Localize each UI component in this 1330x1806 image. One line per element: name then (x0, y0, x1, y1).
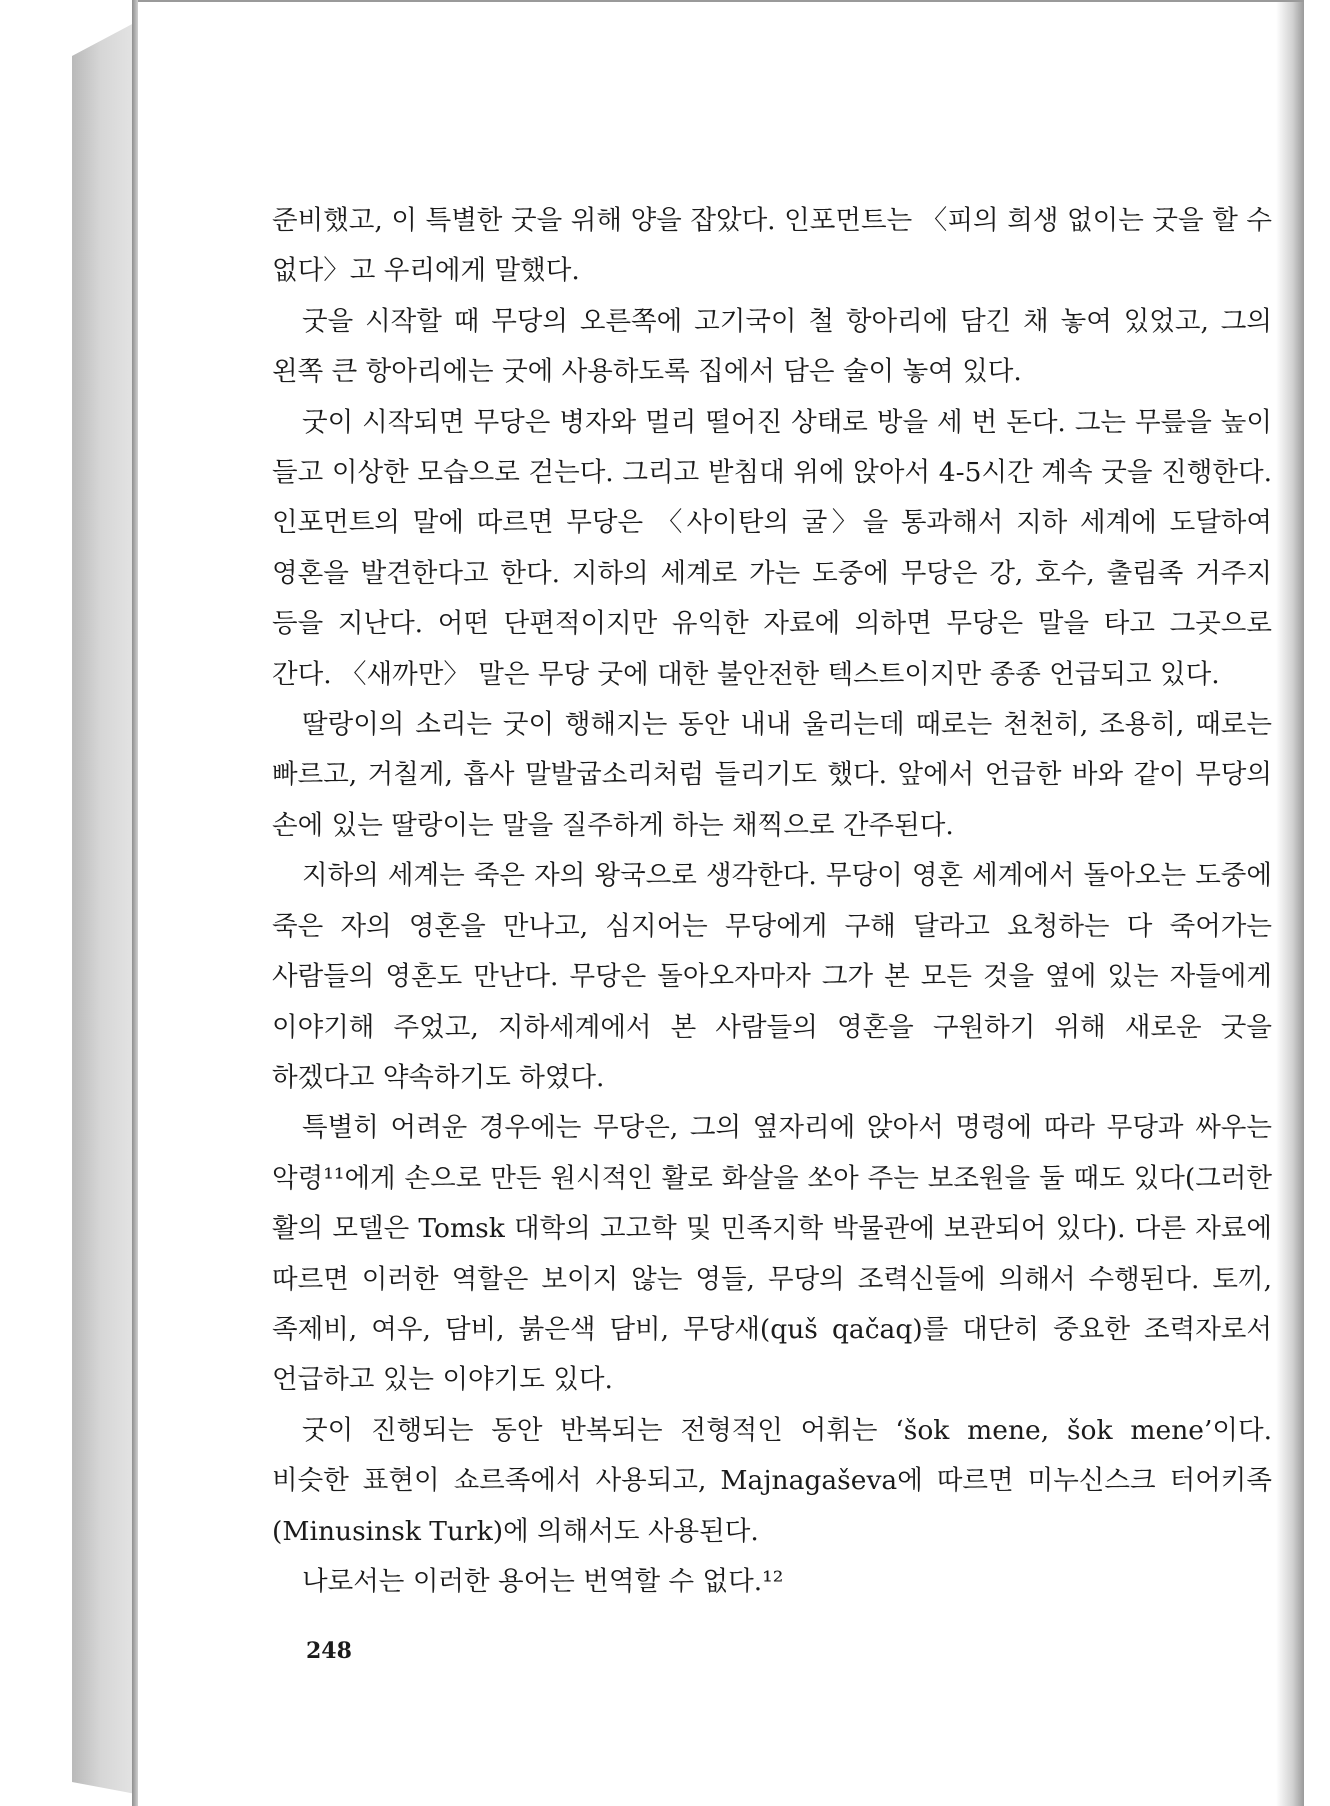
paragraph-3: 굿이 시작되면 무당은 병자와 멀리 떨어진 상태로 방을 세 번 돈다. 그는 무릎을 높이 들고 이상한 모습으로 걷는다. 그리고 받침대 위에 앉아서 4-5시간 계속 굿을 진행한다. 인포먼트의 말에 따르면 무당은 〈사이탄의 굴〉을 통과해서 지하 세계에 도달하여 영혼을 발견한다고 한다. 지하의 세계로 가는 도중에 무당은 강, 호수, 출림족 거주지 등을 지난다. 어떤 단편적이지만 유익한 자료에 의하면 무당은 말을 타고 그곳으로 간다. 〈새까만〉 말은 무당 굿에 대한 불안전한 텍스트이지만 종종 언급되고 있다. (272, 406, 1272, 690)
book-spine-edge (132, 0, 138, 1806)
paragraph-1: 준비했고, 이 특별한 굿을 위해 양을 잡았다. 인포먼트는 〈피의 희생 없이는 굿을 할 수 없다〉고 우리에게 말했다. (272, 205, 1272, 287)
paragraph-8: 나로서는 이러한 용어는 번역할 수 없다.¹² (302, 1565, 784, 1597)
body-text (272, 196, 1272, 1607)
paragraph-2: 굿을 시작할 때 무당의 오른쪽에 고기국이 철 항아리에 담긴 채 놓여 있었고, 그의 왼쪽 큰 항아리에는 굿에 사용하도록 집에서 담은 술이 놓여 있다. (272, 305, 1272, 388)
paragraph-4: 딸랑이의 소리는 굿이 행해지는 동안 내내 울리는데 때로는 천천히, 조용히, 때로는 빠르고, 거칠게, 흡사 말발굽소리처럼 들리기도 했다. 앞에서 언급한 바와 같이 무당의 손에 있는 딸랑이는 말을 질주하게 하는 채찍으로 간주된다. (272, 709, 1272, 841)
page-number: 248 (306, 1638, 352, 1664)
page-edge-shadow (1276, 2, 1304, 1806)
paragraph-5: 지하의 세계는 죽은 자의 왕국으로 생각한다. 무당이 영혼 세계에서 돌아오는 도중에 죽은 자의 영혼을 만나고, 심지어는 무당에게 구해 달라고 요청하는 다 죽어가는 사람들의 영혼도 만난다. 무당은 돌아오자마자 그가 본 모든 것을 옆에 있는 자들에게 이야기해 주었고, 지하세계에서 본 사람들의 영혼을 구원하기 위해 새로운 굿을 하겠다고 약속하기도 하였다. (272, 860, 1272, 1093)
paragraph-7: 굿이 진행되는 동안 반복되는 전형적인 어휘는 ‘šok mene, šok mene’이다. 비슷한 표현이 쇼르족에서 사용되고, Majnagaševa에 따르면 미누신스크 터어키족(Minusinsk Turk)에 의해서도 사용된다. (272, 1414, 1272, 1547)
paragraph-6: 특별히 어려운 경우에는 무당은, 그의 옆자리에 앉아서 명령에 따라 무당과 싸우는 악령¹¹에게 손으로 만든 원시적인 활로 화살을 쏘아 주는 보조원을 둘 때도 있다(그러한 활의 모델은 Tomsk 대학의 고고학 및 민족지학 박물관에 보관되어 있다). 다른 자료에 따르면 이러한 역할은 보이지 않는 영들, 무당의 조력신들에 의해서 수행된다. 토끼, 족제비, 여우, 담비, 붉은색 담비, 무당새(quš qačaq)를 대단히 중요한 조력자로서 언급하고 있는 이야기도 있다. (272, 1112, 1272, 1396)
book-spine (72, 22, 136, 1794)
